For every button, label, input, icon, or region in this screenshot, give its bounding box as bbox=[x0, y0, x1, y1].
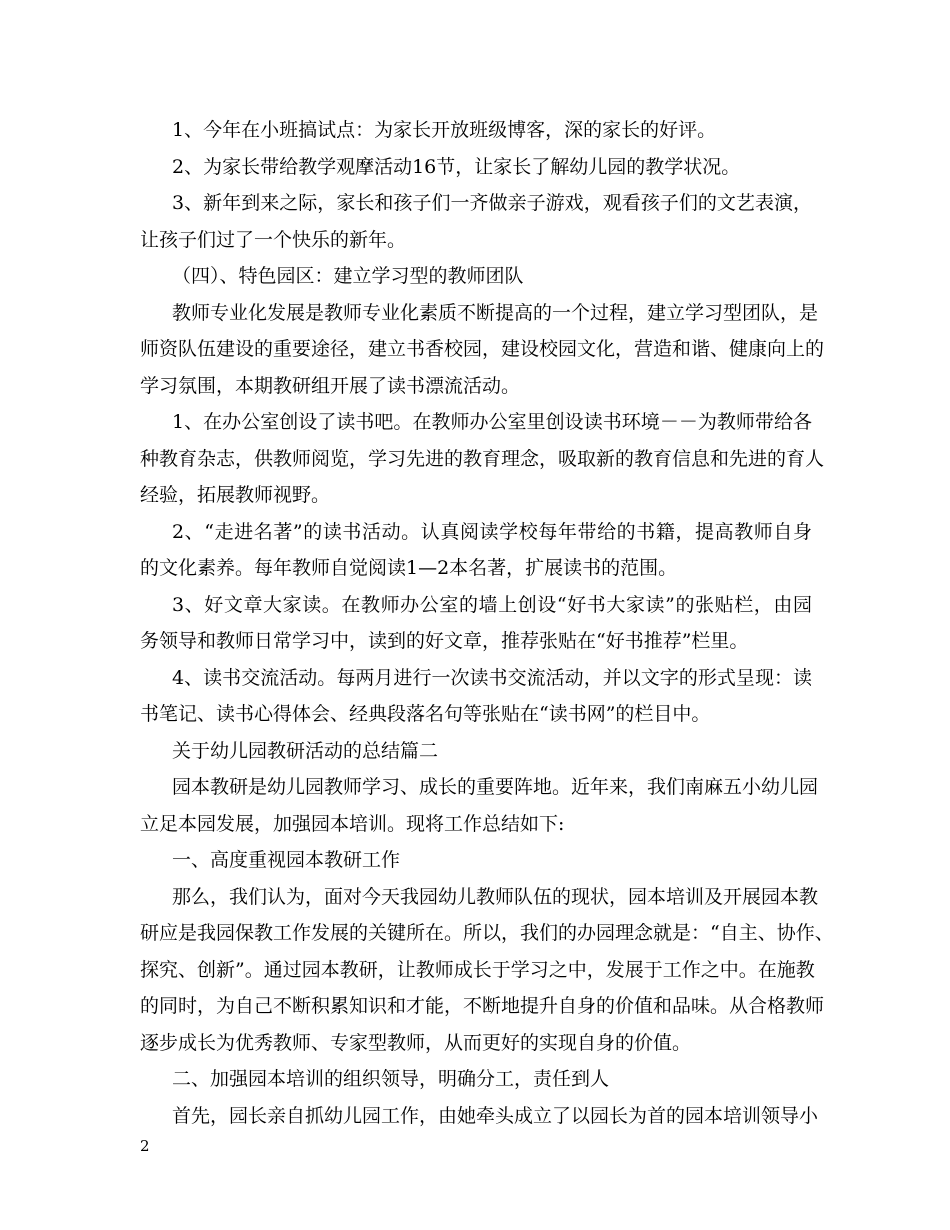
paragraph-line: 经验，拓展教师视野。 bbox=[140, 484, 331, 506]
paragraph-line: （四）、特色园区：建立学习型的教师团队 bbox=[172, 265, 524, 287]
paragraph-line: 的同时，为自己不断积累知识和才能，不断地提升自身的价值和品味。从合格教师 bbox=[140, 995, 825, 1017]
paragraph-line: 务领导和教师日常学习中，读到的好文章，推荐张贴在“好书推荐”栏里。 bbox=[140, 630, 749, 652]
document-body bbox=[140, 112, 834, 1134]
paragraph-line: 立足本园发展，加强园本培训。现将工作总结如下: bbox=[140, 812, 565, 835]
paragraph-line: 教师专业化发展是教师专业化素质不断提高的一个过程，建立学习型团队，是 bbox=[172, 301, 819, 324]
paragraph-line: 那么，我们认为，面对今天我园幼儿教师队伍的现状，园本培训及开展园本教 bbox=[172, 885, 819, 908]
paragraph-line: 师资队伍建设的重要途径，建立书香校园，建设校园文化，营造和谐、健康向上的 bbox=[140, 338, 825, 360]
paragraph-line: 研应是我园保教工作发展的关键所在。所以，我们的办园理念就是：“自主、协作、 bbox=[140, 922, 834, 944]
paragraph-line: 首先，园长亲自抓幼儿园工作，由她牵头成立了以园长为首的园本培训领导小 bbox=[172, 1104, 819, 1127]
paragraph-line: 一、高度重视园本教研工作 bbox=[172, 849, 401, 871]
paragraph-line: 2、为家长带给教学观摩活动16节，让家长了解幼儿园的教学状况。 bbox=[172, 155, 741, 178]
paragraph-line: 4、读书交流活动。每两月进行一次读书交流活动，并以文字的形式呈现：读 bbox=[172, 666, 812, 689]
paragraph-line: 3、好文章大家读。在教师办公室的墙上创设“好书大家读”的张贴栏，由园 bbox=[172, 593, 812, 616]
paragraph-line: 学习氛围，本期教研组开展了读书漂流活动。 bbox=[140, 374, 521, 397]
paragraph-line: 3、新年到来之际，家长和孩子们一齐做亲子游戏，观看孩子们的文艺表演， bbox=[172, 192, 812, 214]
paragraph-line: 园本教研是幼儿园教师学习、成长的重要阵地。近年来，我们南麻五小幼儿园 bbox=[172, 776, 819, 798]
page-number: 2 bbox=[140, 1137, 150, 1155]
paragraph-line: 种教育杂志，供教师阅览，学习先进的教育理念，吸取新的教育信息和先进的育人 bbox=[140, 447, 825, 470]
paragraph-line: 的文化素养。每年教师自觉阅读1—2本名著，扩展读书的范围。 bbox=[140, 557, 678, 579]
paragraph-line: 探究、创新”。通过园本教研，让教师成长于学习之中，发展于工作之中。在施教 bbox=[140, 958, 815, 981]
paragraph-line: 2、“走进名著”的读书活动。认真阅读学校每年带给的书籍，提高教师自身 bbox=[172, 520, 812, 543]
paragraph-line: 书笔记、读书心得体会、经典段落名句等张贴在“读书网”的栏目中。 bbox=[140, 703, 711, 725]
paragraph-line: 二、加强园本培训的组织领导，明确分工，责任到人 bbox=[172, 1068, 610, 1090]
paragraph-line: 1、今年在小班搞试点：为家长开放班级博客，深的家长的好评。 bbox=[172, 119, 717, 141]
paragraph-line: 逐步成长为优秀教师、专家型教师，从而更好的实现自身的价值。 bbox=[140, 1031, 692, 1054]
paragraph-line: 关于幼儿园教研活动的总结篇二 bbox=[172, 739, 439, 762]
paragraph-line: 让孩子们过了一个快乐的新年。 bbox=[140, 228, 407, 251]
paragraph-line: 1、在办公室创设了读书吧。在教师办公室里创设读书环境－－为教师带给各 bbox=[172, 411, 812, 433]
